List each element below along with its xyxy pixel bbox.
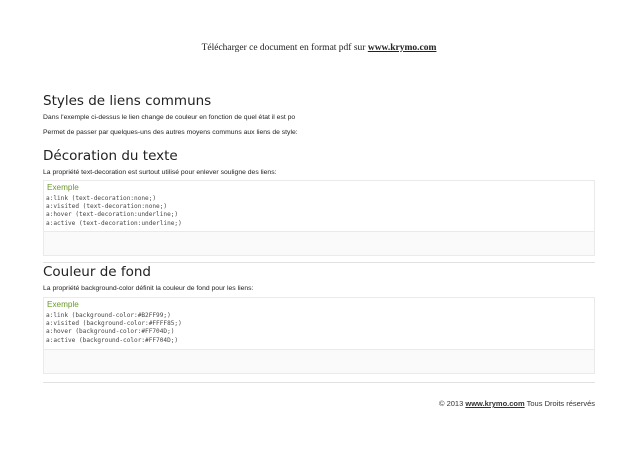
paragraph: La propriété background-color définit la couleur de fond pour les liens:	[43, 285, 254, 292]
banner-text: Télécharger ce document en format pdf sur	[201, 43, 366, 53]
code-line: a:visited (text-decoration:none;)	[46, 203, 168, 211]
example-box	[43, 180, 595, 256]
paragraph: La propriété text-decoration est surtout utilisé pour enlever souligne des liens:	[43, 169, 277, 176]
section-title-background: Couleur de fond	[43, 264, 151, 280]
divider	[43, 382, 595, 383]
section-title-styles: Styles de liens communs	[43, 93, 212, 109]
code-line: a:active (background-color:#FF704D;)	[46, 336, 179, 344]
example-label: Exemple	[47, 183, 79, 192]
example-output	[44, 349, 594, 373]
paragraph: Dans l'exemple ci-dessus le lien change de couleur en fonction de quel état il est po	[43, 114, 296, 121]
download-banner	[0, 43, 638, 53]
example-label: Exemple	[47, 300, 79, 309]
code-block	[46, 312, 594, 345]
code-line: a:hover (background-color:#FF704D;)	[46, 328, 175, 336]
divider	[43, 262, 595, 263]
banner-link[interactable]: www.krymo.com	[367, 43, 437, 53]
section-title-decoration: Décoration du texte	[43, 148, 178, 164]
code-line: a:link (text-decoration:none;)	[46, 195, 157, 202]
code-line: a:active (text-decoration:underline;)	[46, 219, 182, 227]
footer-suffix: Tous Droits réservés	[526, 399, 595, 408]
code-line: a:link (background-color:#B2FF99;)	[46, 312, 171, 319]
footer-link[interactable]: www.krymo.com	[465, 399, 525, 408]
example-output	[44, 231, 594, 255]
code-line: a:visited (background-color:#FFFF85;)	[46, 320, 182, 328]
example-box	[43, 297, 595, 374]
footer-copyright: © 2013	[438, 399, 464, 408]
paragraph: Permet de passer par quelques-uns des autres moyens communs aux liens de style:	[43, 129, 298, 136]
code-line: a:hover (text-decoration:underline;)	[46, 211, 179, 219]
code-block	[46, 195, 594, 228]
footer	[439, 399, 595, 408]
